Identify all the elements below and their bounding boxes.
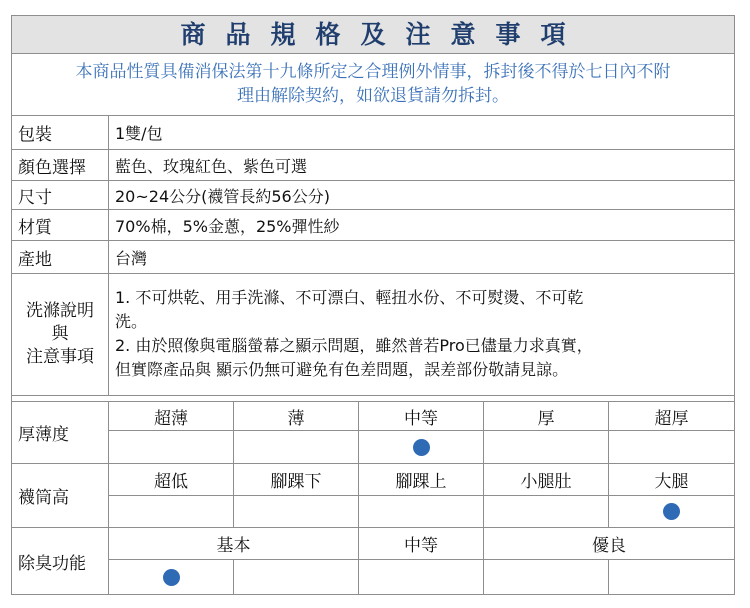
rating-thickness (12, 401, 734, 464)
spec-value: 台灣 (115, 248, 148, 268)
option-label: 中等 (359, 528, 484, 560)
option-slot (484, 496, 609, 527)
selected-dot-icon (163, 569, 180, 586)
option-label: 腳踝上 (359, 464, 484, 496)
rating-height (12, 464, 734, 528)
spec-value: 20~24公分(襪管長約56公分) (115, 186, 330, 206)
spec-row-color (12, 150, 734, 181)
option-slot (359, 496, 484, 527)
care-line: 洗。 (115, 312, 148, 331)
option-label: 超薄 (109, 402, 234, 431)
option-label: 超低 (109, 464, 234, 496)
option-slot (109, 560, 234, 594)
option-label: 腳踝下 (234, 464, 359, 496)
care-row (12, 274, 734, 396)
spec-label: 顏色選擇 (12, 150, 109, 180)
option-slot (609, 431, 734, 463)
option-label: 超厚 (609, 402, 734, 431)
care-text (109, 274, 734, 395)
spec-label: 尺寸 (12, 181, 109, 209)
option-slot (234, 431, 359, 463)
spec-row-size (12, 181, 734, 210)
selected-dot-icon (413, 439, 430, 456)
care-label (12, 274, 109, 395)
care-label-line: 注意事項 (26, 347, 94, 367)
care-line: 2. 由於照像與電腦螢幕之顯示問題，雖然普若Pro已儘量力求真實， (115, 336, 593, 355)
option-slot (359, 560, 484, 594)
selected-dot-icon (663, 503, 680, 520)
spec-label: 包裝 (12, 116, 109, 149)
care-label-line: 與 (51, 324, 69, 344)
spec-value: 藍色、玫瑰紅色、紫色可選 (115, 156, 308, 176)
option-label: 厚 (484, 402, 609, 431)
care-line: 但實際產品與 顯示仍無可避免有色差問題，誤差部份敬請見諒。 (115, 360, 569, 379)
table-title: 商品規格及注意事項 (12, 16, 734, 54)
option-label: 中等 (359, 402, 484, 431)
option-label: 小腿肚 (484, 464, 609, 496)
option-label: 大腿 (609, 464, 734, 496)
spec-value: 70%棉，5%金蔥，25%彈性紗 (115, 216, 340, 236)
spec-label: 產地 (12, 241, 109, 273)
option-slot (484, 560, 609, 594)
option-label: 優良 (484, 528, 734, 560)
notice-line-1: 本商品性質具備消保法第十九條所定之合理例外情事，拆封後不得於七日內不附 (75, 62, 671, 82)
rating-deodorant (12, 528, 734, 594)
rating-label: 襪筒高 (12, 464, 109, 527)
care-line: 1. 不可烘乾、用手洗滌、不可漂白、輕扭水份、不可熨燙、不可乾 (115, 288, 584, 307)
option-slot (359, 431, 484, 463)
option-slot (109, 431, 234, 463)
spec-table (11, 15, 735, 595)
option-slot (234, 560, 359, 594)
spec-value: 1雙/包 (115, 124, 163, 143)
spec-label: 材質 (12, 210, 109, 240)
care-label-line: 洗滌說明 (26, 301, 94, 321)
rating-label: 厚薄度 (12, 402, 109, 463)
option-slot (109, 496, 234, 527)
notice-line-2: 理由解除契約，如欲退貨請勿拆封。 (237, 86, 509, 106)
option-label: 薄 (234, 402, 359, 431)
return-notice (12, 54, 734, 116)
spec-row-origin (12, 241, 734, 274)
option-slot (609, 560, 734, 594)
option-slot (484, 431, 609, 463)
spec-row-material (12, 210, 734, 241)
rating-label: 除臭功能 (12, 528, 109, 594)
option-slot (234, 496, 359, 527)
option-label: 基本 (109, 528, 359, 560)
option-slot (609, 496, 734, 527)
spec-row-packaging (12, 116, 734, 150)
